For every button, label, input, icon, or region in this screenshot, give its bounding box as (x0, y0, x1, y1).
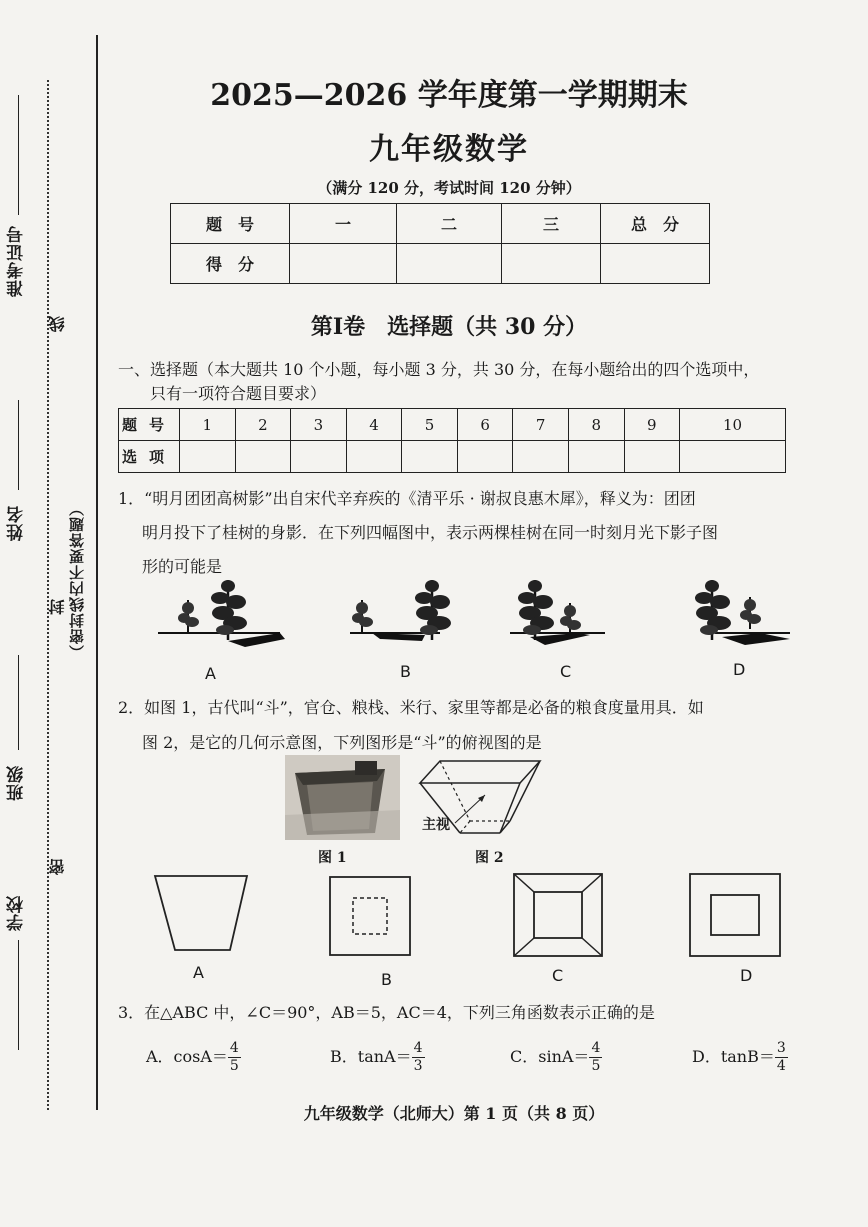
option-c-figure (510, 580, 605, 645)
q1-option-a[interactable]: A (205, 664, 216, 683)
exam-info: （满分 120 分，考试时间 120 分钟） (317, 179, 581, 197)
name-underline (18, 400, 19, 490)
exam-id-label: 准考证号 (7, 225, 27, 297)
q3-option-d-label: D．tanB＝ (692, 1047, 775, 1066)
answer-row-label: 题号 (119, 409, 180, 441)
section-title: 第Ⅰ卷 选择题（共 30 分） (310, 314, 588, 340)
seal-char-secret: 密 (48, 858, 67, 875)
numerator: 4 (229, 1040, 239, 1056)
option-a-trapezoid (155, 876, 247, 950)
answer-cell[interactable] (568, 441, 624, 473)
answer-number: 7 (513, 409, 569, 441)
q3-option-a-fraction (228, 1040, 241, 1075)
class-underline (18, 655, 19, 750)
score-col-3: 三 (502, 204, 601, 244)
answer-number: 4 (346, 409, 402, 441)
score-cell[interactable] (502, 244, 601, 284)
seal-char-line: 线 (48, 315, 67, 332)
answer-cell[interactable] (402, 441, 458, 473)
class-label: 班级 (7, 765, 27, 801)
q3-option-b-label: B．tanA＝ (330, 1047, 412, 1066)
part1-instruction-2: 只有一项符合题目要求） (150, 384, 327, 403)
score-col-total: 总 分 (601, 204, 710, 244)
q3-option-b[interactable] (330, 1040, 425, 1075)
seal-char-seal: 封 (48, 598, 67, 615)
fig2-caption: 图 2 (475, 850, 504, 866)
q1-tree-figures (150, 575, 800, 660)
denominator: 4 (776, 1058, 786, 1074)
answer-number: 10 (680, 409, 786, 441)
denominator: 5 (229, 1058, 239, 1074)
school-underline (18, 940, 19, 1050)
answer-cell[interactable] (457, 441, 513, 473)
answer-choice-label: 选项 (119, 441, 180, 473)
answer-number: 8 (568, 409, 624, 441)
q2-option-figures (150, 870, 790, 960)
answer-number: 3 (291, 409, 347, 441)
q1-line-3: 形的可能是 (142, 557, 223, 576)
answer-cell[interactable] (346, 441, 402, 473)
name-label: 姓名 (7, 505, 27, 541)
q2-option-a[interactable]: A (193, 963, 204, 982)
option-a-figure (158, 580, 285, 647)
part1-instruction-1: 一、选择题（本大题共 10 个小题，每小题 3 分，共 30 分，在每小题给出的四个选项中， (118, 360, 760, 379)
q3-option-c-fraction (589, 1040, 602, 1075)
q3-option-c-label: C．sinA＝ (510, 1047, 590, 1066)
q2-line-1: 2．如图 1，古代叫“斗”，官仓、粮栈、米行、家里等都是必备的粮食度量用具．如 (118, 698, 704, 717)
page-footer: 九年级数学（北师大）第 1 页（共 8 页） (303, 1104, 605, 1123)
answer-cell[interactable] (680, 441, 786, 473)
q3-option-d-fraction (775, 1040, 788, 1075)
option-d-figure (695, 580, 790, 645)
dou-photo (285, 755, 400, 840)
score-table (170, 203, 710, 284)
answer-cell[interactable] (624, 441, 680, 473)
option-b-figure (350, 580, 451, 641)
answer-table (118, 408, 786, 473)
answer-number: 5 (402, 409, 458, 441)
q2-option-c[interactable]: C (552, 966, 564, 985)
q3-option-b-fraction (412, 1040, 425, 1075)
answer-number: 2 (235, 409, 291, 441)
numerator: 3 (776, 1040, 786, 1056)
q1-option-c[interactable]: C (560, 662, 572, 681)
q3-stem: 3．在△ABC 中，∠C＝90°，AB＝5，AC＝4，下列三角函数表示正确的是 (118, 1003, 655, 1022)
school-label: 学校 (7, 895, 27, 931)
answer-cell[interactable] (180, 441, 236, 473)
q1-line-2: 明月投下了桂树的身影．在下列四幅图中，表示两棵桂树在同一时刻月光下影子图 (142, 523, 719, 542)
answer-cell[interactable] (513, 441, 569, 473)
q2-option-b[interactable]: B (381, 970, 392, 989)
answer-number: 6 (457, 409, 513, 441)
q3-option-d[interactable] (692, 1040, 788, 1075)
numerator: 4 (591, 1040, 601, 1056)
fig1-caption: 图 1 (318, 850, 347, 866)
option-d-square (690, 874, 780, 956)
score-row-label: 得 分 (171, 244, 290, 284)
subject-title: 九年级数学 (369, 132, 529, 167)
no-answer-note: （密封线内不要答题） (68, 500, 86, 660)
option-b-square (330, 877, 410, 955)
q3-option-c[interactable] (510, 1040, 602, 1075)
q1-option-d[interactable]: D (733, 660, 746, 679)
denominator: 5 (591, 1058, 601, 1074)
seal-dotted-line (47, 80, 49, 1110)
score-cell[interactable] (290, 244, 397, 284)
answer-cell[interactable] (291, 441, 347, 473)
score-col-2: 二 (397, 204, 502, 244)
numerator: 4 (413, 1040, 423, 1056)
score-cell[interactable] (601, 244, 710, 284)
score-cell[interactable] (397, 244, 502, 284)
q1-option-b[interactable]: B (400, 662, 411, 681)
q2-line-2: 图 2，是它的几何示意图，下列图形是“斗”的俯视图的是 (142, 733, 542, 752)
answer-number: 1 (180, 409, 236, 441)
score-header-label: 题 号 (171, 204, 290, 244)
q3-option-a-label: A．cosA＝ (146, 1047, 228, 1066)
q3-option-a[interactable] (146, 1040, 241, 1075)
score-col-1: 一 (290, 204, 397, 244)
denominator: 3 (413, 1058, 423, 1074)
exam-title: 2025—2026 学年度第一学期期末 (210, 78, 688, 113)
q1-line-1: 1．“明月团团高树影”出自宋代辛弃疾的《清平乐 · 谢叔良惠木犀》，释义为：团团 (118, 489, 696, 508)
answer-number: 9 (624, 409, 680, 441)
answer-cell[interactable] (235, 441, 291, 473)
front-view-label: 主视 (422, 817, 450, 833)
q2-option-d[interactable]: D (740, 966, 753, 985)
